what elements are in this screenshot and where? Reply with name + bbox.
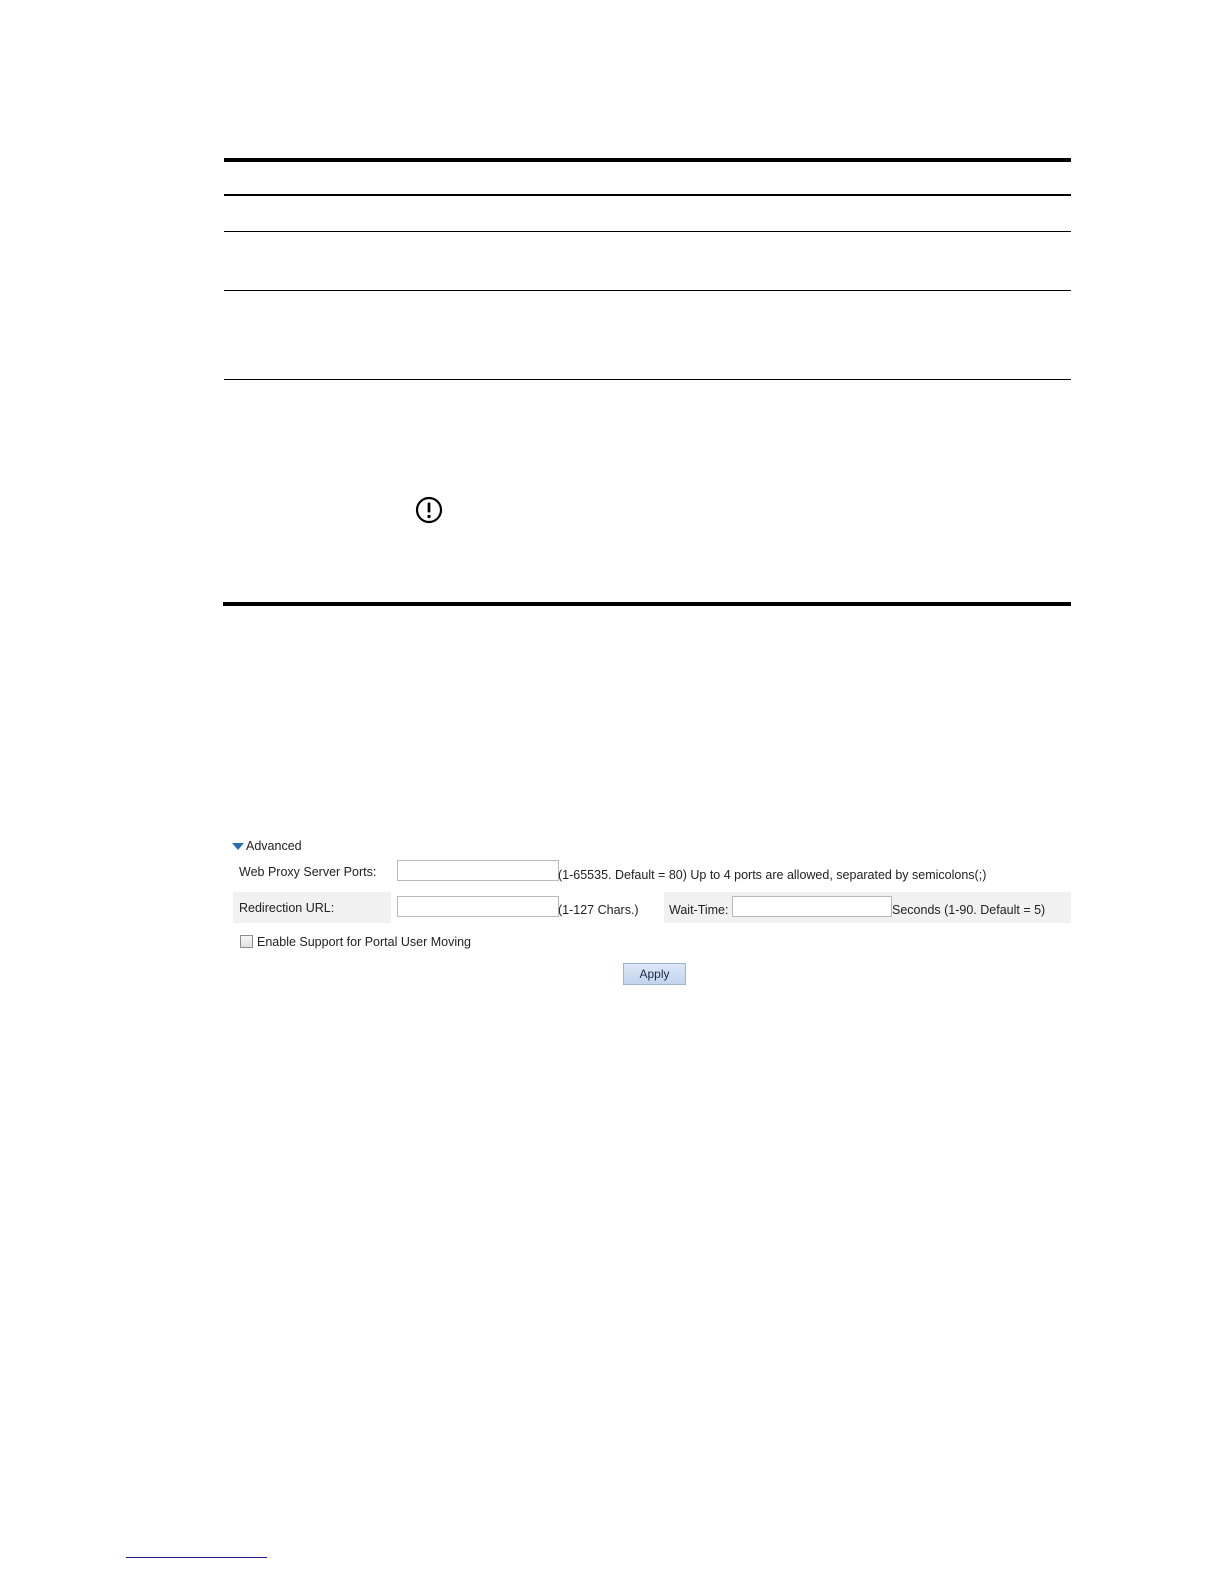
apply-button[interactable]: Apply xyxy=(623,963,686,985)
redirection-url-input[interactable] xyxy=(397,896,559,917)
footnote-rule xyxy=(126,1557,267,1558)
redirection-row xyxy=(233,892,1071,923)
web-proxy-hint: (1-65535. Default = 80) Up to 4 ports are allowed, separated by semicolons(;) xyxy=(558,868,987,882)
wait-time-input[interactable] xyxy=(732,896,892,917)
exclamation-circle-icon xyxy=(415,496,443,524)
advanced-toggle[interactable] xyxy=(232,839,302,853)
table-bottom-rule xyxy=(224,379,1071,380)
web-proxy-ports-input[interactable] xyxy=(397,860,559,881)
triangle-down-icon xyxy=(232,843,244,850)
web-proxy-row xyxy=(233,858,1071,888)
web-proxy-label: Web Proxy Server Ports: xyxy=(239,865,377,879)
redirection-url-hint: (1-127 Chars.) xyxy=(558,903,639,917)
advanced-panel xyxy=(228,836,1074,996)
portal-user-moving-checkbox[interactable] xyxy=(240,935,253,948)
advanced-toggle-label: Advanced xyxy=(246,839,302,853)
redirection-url-label: Redirection URL: xyxy=(239,901,335,915)
table-row-divider xyxy=(224,231,1071,232)
notice-bottom-rule xyxy=(223,602,1071,606)
wait-time-label: Wait-Time: xyxy=(669,903,729,917)
table-top-rule xyxy=(224,158,1071,162)
portal-user-moving-label[interactable]: Enable Support for Portal User Moving xyxy=(257,935,471,949)
table-row-divider xyxy=(224,290,1071,291)
wait-time-hint: Seconds (1-90. Default = 5) xyxy=(892,903,1046,917)
table-header-rule xyxy=(224,194,1071,196)
